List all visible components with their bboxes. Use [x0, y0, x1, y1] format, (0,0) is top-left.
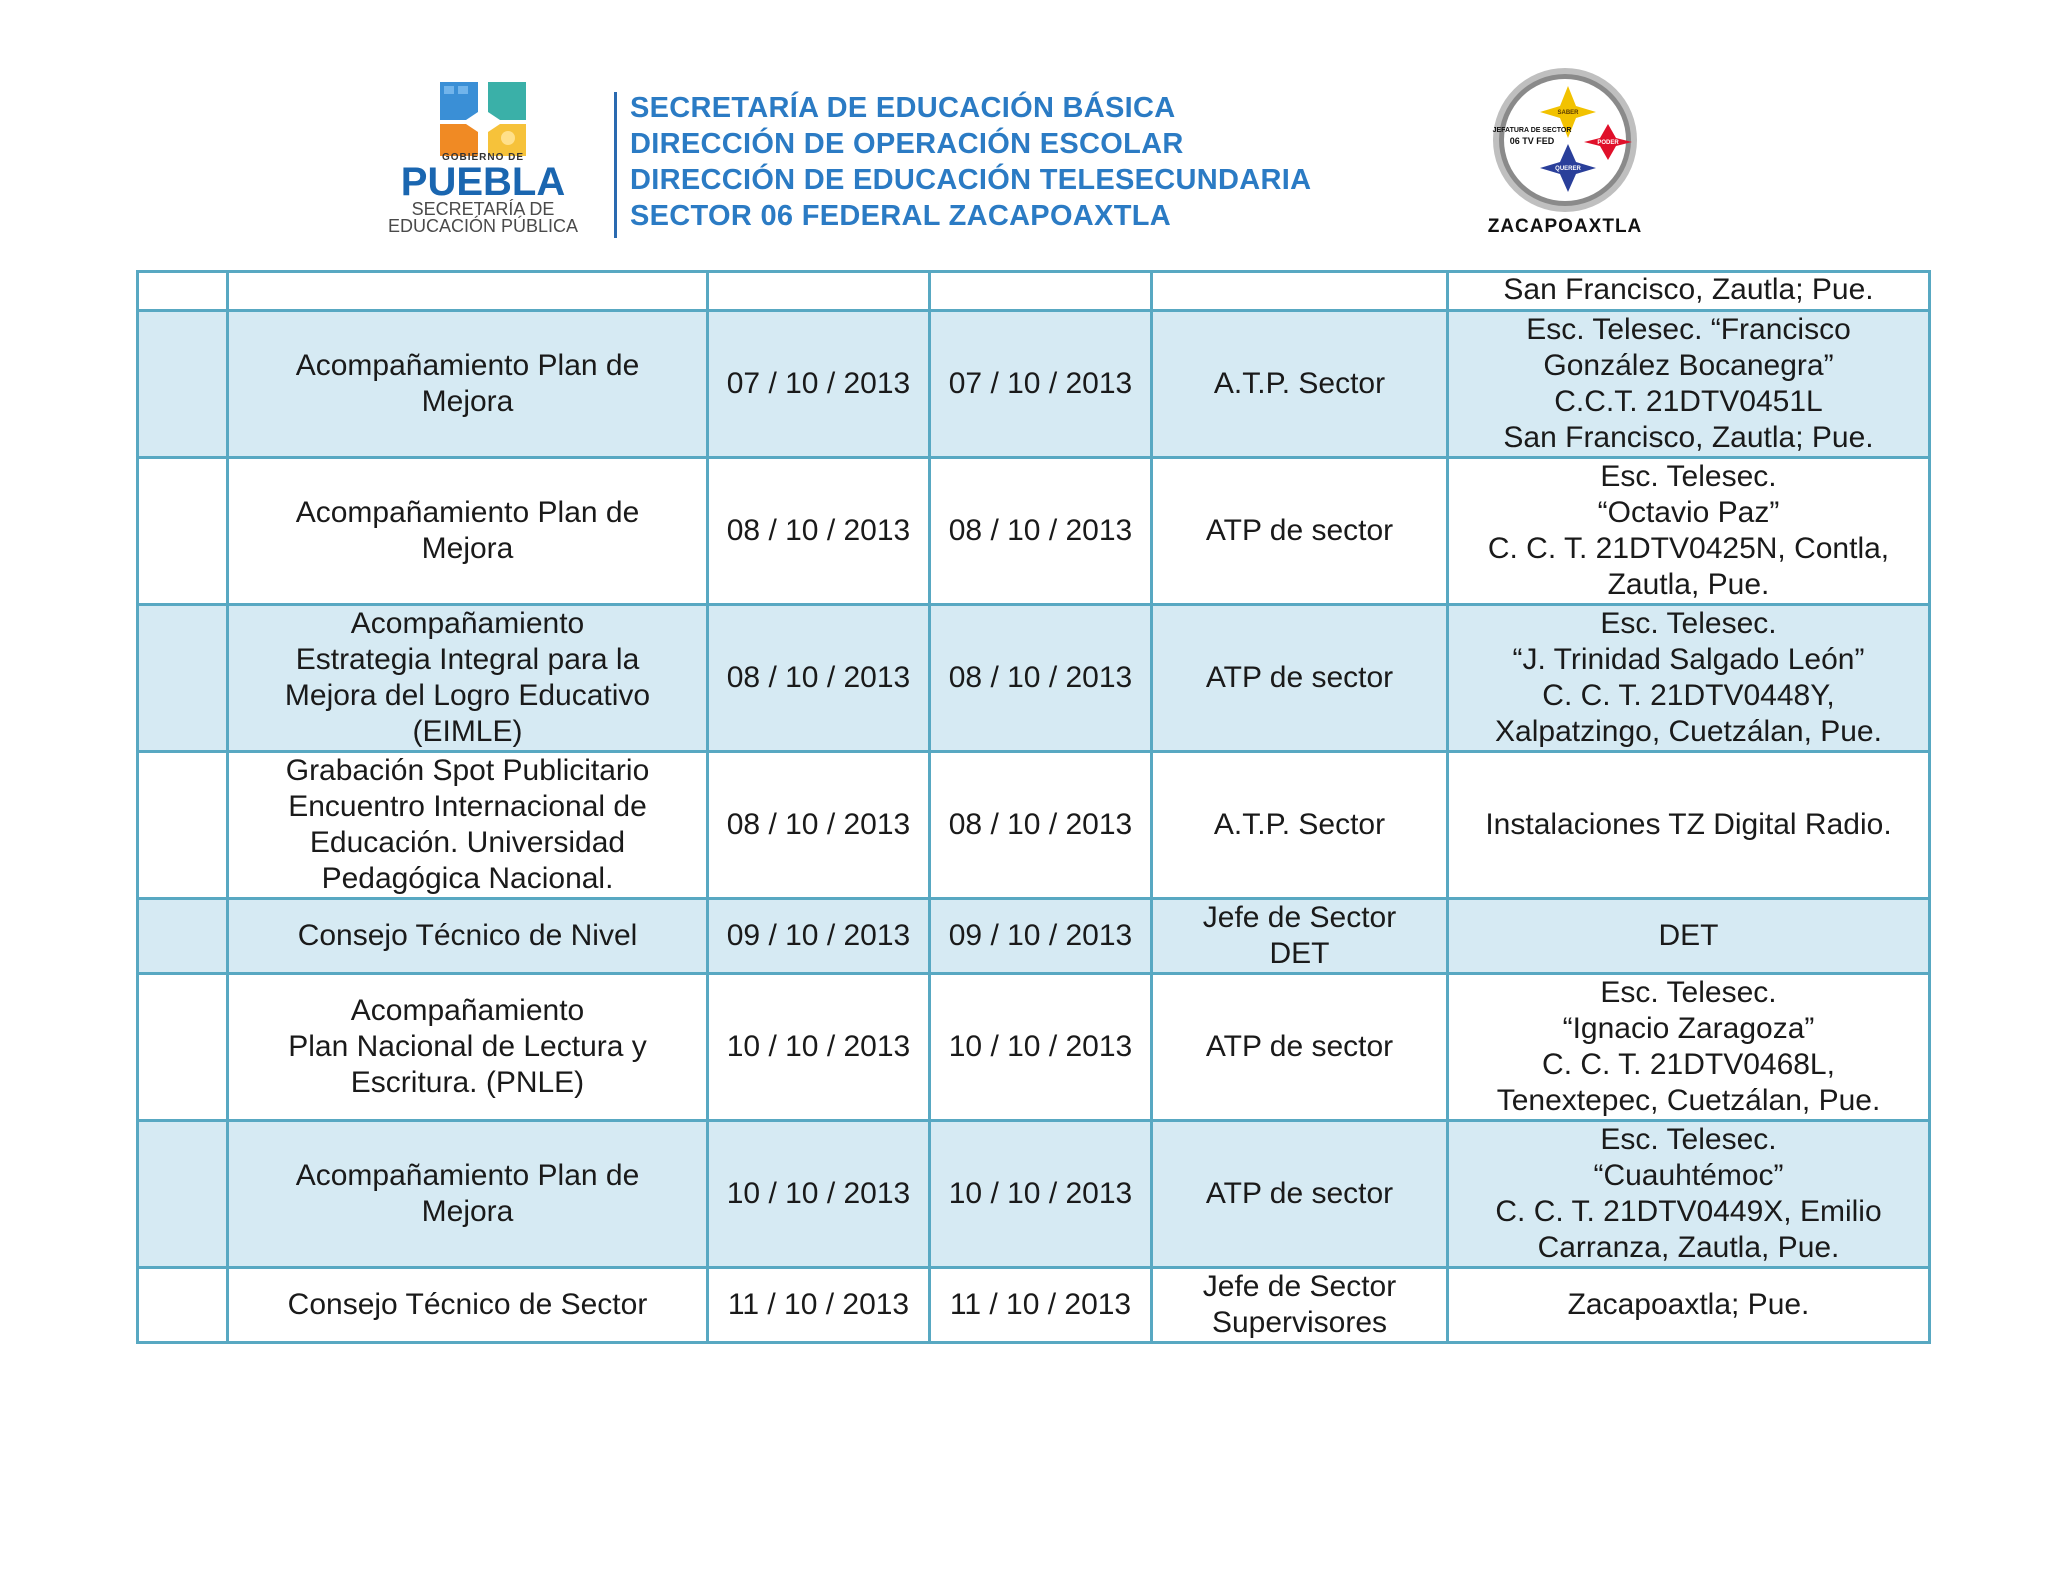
- cell-line: (EIMLE): [412, 715, 523, 748]
- place-cell: [1448, 1121, 1930, 1268]
- cell-line: Zautla, Pue.: [1607, 568, 1770, 601]
- end-date-cell: [930, 272, 1152, 311]
- sector-emblem-icon: [1470, 62, 1660, 212]
- cell-line: Pedagógica Nacional.: [321, 862, 614, 895]
- cell-line: “Ignacio Zaragoza”: [1562, 1012, 1815, 1045]
- cell-line: Zacapoaxtla; Pue.: [1567, 1288, 1810, 1321]
- emblem-text-line-1: JEFATURA DE SECTOR: [1492, 127, 1572, 134]
- cell-line: Acompañamiento Plan de: [295, 349, 640, 382]
- cell-line: C. C. T. 21DTV0449X, Emilio: [1495, 1195, 1882, 1228]
- responsible-cell: [1152, 1121, 1448, 1268]
- place-cell: [1448, 311, 1930, 458]
- cell-line: Educación. Universidad: [309, 826, 626, 859]
- start-date-cell: 08 / 10 / 2013: [708, 752, 930, 899]
- row-number-cell: [138, 458, 228, 605]
- place-cell: [1448, 272, 1930, 311]
- header-titles: [630, 90, 1390, 234]
- cell-line: “J. Trinidad Salgado León”: [1512, 643, 1865, 676]
- cell-line: Tenextepec, Cuetzálan, Pue.: [1496, 1084, 1881, 1117]
- end-date-cell: 08 / 10 / 2013: [930, 605, 1152, 752]
- row-number-cell: [138, 899, 228, 974]
- cell-line: Esc. Telesec.: [1600, 607, 1777, 640]
- cell-line: ATP de sector: [1205, 514, 1394, 547]
- cell-line: San Francisco, Zautla; Pue.: [1503, 273, 1874, 306]
- header-line-4: SECTOR 06 FEDERAL ZACAPOAXTLA: [630, 200, 1171, 232]
- cell-line: Mejora: [421, 385, 514, 418]
- cell-line: Mejora: [421, 532, 514, 565]
- cell-line: Xalpatzingo, Cuetzálan, Pue.: [1495, 715, 1882, 748]
- zacapoaxtla-label: ZACAPOAXTLA: [1487, 216, 1643, 237]
- table-row: [138, 272, 1930, 311]
- end-date-cell: 09 / 10 / 2013: [930, 899, 1152, 974]
- header-divider: [614, 92, 617, 238]
- table-row: [138, 752, 1930, 899]
- responsible-cell: [1152, 974, 1448, 1121]
- responsible-cell: [1152, 272, 1448, 311]
- cell-line: ATP de sector: [1205, 1030, 1394, 1063]
- start-date-cell: 08 / 10 / 2013: [708, 458, 930, 605]
- schedule-body: [138, 272, 1930, 1343]
- responsible-cell: [1152, 1268, 1448, 1343]
- puebla-logo-word: PUEBLA: [400, 160, 566, 204]
- start-date-cell: 10 / 10 / 2013: [708, 974, 930, 1121]
- cell-line: Acompañamiento Plan de: [295, 1159, 640, 1192]
- activity-cell: [228, 311, 708, 458]
- cell-line: DET: [1269, 937, 1330, 970]
- activity-cell: [228, 899, 708, 974]
- row-number-cell: [138, 1121, 228, 1268]
- place-cell: [1448, 752, 1930, 899]
- puebla-logo-top-text: GOBIERNO DE: [441, 152, 525, 163]
- place-cell: [1448, 1268, 1930, 1343]
- cell-line: Grabación Spot Publicitario: [285, 754, 650, 787]
- table-row: [138, 605, 1930, 752]
- cell-line: Carranza, Zautla, Pue.: [1537, 1231, 1840, 1264]
- cell-line: A.T.P. Sector: [1213, 367, 1386, 400]
- puebla-government-logo: [378, 78, 588, 238]
- end-date-cell: 08 / 10 / 2013: [930, 458, 1152, 605]
- cell-line: Esc. Telesec.: [1600, 976, 1777, 1009]
- start-date-cell: 08 / 10 / 2013: [708, 605, 930, 752]
- cell-line: DET: [1658, 919, 1719, 952]
- puebla-logo-icon: [378, 78, 588, 158]
- cell-line: C. C. T. 21DTV0468L,: [1542, 1048, 1835, 1081]
- responsible-cell: [1152, 311, 1448, 458]
- activity-schedule-table: [136, 270, 1931, 1344]
- cell-line: Instalaciones TZ Digital Radio.: [1485, 808, 1892, 841]
- cell-line: Mejora del Logro Educativo: [284, 679, 651, 712]
- responsible-cell: [1152, 899, 1448, 974]
- cell-line: A.T.P. Sector: [1213, 808, 1386, 841]
- activity-cell: [228, 458, 708, 605]
- cell-line: Escritura. (PNLE): [350, 1066, 585, 1099]
- start-date-cell: 10 / 10 / 2013: [708, 1121, 930, 1268]
- header-line-3: DIRECCIÓN DE EDUCACIÓN TELESECUNDARIA: [630, 164, 1312, 196]
- puebla-logo-subtitle-line-2: EDUCACIÓN PÚBLICA: [387, 216, 579, 236]
- start-date-cell: [708, 272, 930, 311]
- cell-line: Consejo Técnico de Nivel: [297, 919, 638, 952]
- place-cell: [1448, 458, 1930, 605]
- cell-line: Acompañamiento Plan de: [295, 496, 640, 529]
- cell-line: Esc. Telesec.: [1600, 460, 1777, 493]
- cell-line: “Octavio Paz”: [1597, 496, 1780, 529]
- emblem-star-right-label: PODER: [1597, 140, 1619, 146]
- activity-cell: [228, 1121, 708, 1268]
- place-cell: [1448, 899, 1930, 974]
- cell-line: Estrategia Integral para la: [295, 643, 640, 676]
- place-cell: [1448, 605, 1930, 752]
- responsible-cell: [1152, 605, 1448, 752]
- cell-line: Jefe de Sector: [1202, 901, 1397, 934]
- emblem-text-line-2: 06 TV FED: [1509, 136, 1555, 146]
- cell-line: San Francisco, Zautla; Pue.: [1503, 421, 1874, 454]
- row-number-cell: [138, 752, 228, 899]
- cell-line: “Cuauhtémoc”: [1593, 1159, 1784, 1192]
- emblem-star-top-label: SABER: [1557, 110, 1579, 116]
- cell-line: C. C. T. 21DTV0448Y,: [1542, 679, 1835, 712]
- table-row: [138, 974, 1930, 1121]
- cell-line: Acompañamiento: [350, 994, 585, 1027]
- cell-line: Plan Nacional de Lectura y: [288, 1030, 647, 1063]
- place-cell: [1448, 974, 1930, 1121]
- document-header: [0, 0, 2048, 250]
- responsible-cell: [1152, 458, 1448, 605]
- start-date-cell: 09 / 10 / 2013: [708, 899, 930, 974]
- cell-line: Jefe de Sector: [1202, 1270, 1397, 1303]
- emblem-star-bottom-label: QUERER: [1555, 166, 1581, 172]
- row-number-cell: [138, 974, 228, 1121]
- puebla-logo-subtitle-line-1: SECRETARÍA DE: [411, 199, 555, 219]
- activity-cell: [228, 1268, 708, 1343]
- activity-cell: [228, 974, 708, 1121]
- zacapoaxtla-sector-logo: [1470, 62, 1660, 242]
- cell-line: C. C. T. 21DTV0425N, Contla,: [1487, 532, 1890, 565]
- table-row: [138, 458, 1930, 605]
- end-date-cell: 10 / 10 / 2013: [930, 1121, 1152, 1268]
- cell-line: Esc. Telesec. “Francisco: [1526, 313, 1851, 346]
- cell-line: Mejora: [421, 1195, 514, 1228]
- cell-line: Consejo Técnico de Sector: [287, 1288, 648, 1321]
- row-number-cell: [138, 1268, 228, 1343]
- activity-cell: [228, 272, 708, 311]
- cell-line: Supervisores: [1211, 1306, 1388, 1339]
- cell-line: Encuentro Internacional de: [288, 790, 647, 823]
- row-number-cell: [138, 605, 228, 752]
- table-row: [138, 1268, 1930, 1343]
- cell-line: ATP de sector: [1205, 1177, 1394, 1210]
- table-row: [138, 311, 1930, 458]
- responsible-cell: [1152, 752, 1448, 899]
- start-date-cell: 11 / 10 / 2013: [708, 1268, 930, 1343]
- end-date-cell: 11 / 10 / 2013: [930, 1268, 1152, 1343]
- cell-line: González Bocanegra”: [1543, 349, 1834, 382]
- cell-line: Esc. Telesec.: [1600, 1123, 1777, 1156]
- activity-cell: [228, 752, 708, 899]
- table-row: [138, 1121, 1930, 1268]
- table-row: [138, 899, 1930, 974]
- cell-line: C.C.T. 21DTV0451L: [1554, 385, 1823, 418]
- end-date-cell: 07 / 10 / 2013: [930, 311, 1152, 458]
- header-line-1: SECRETARÍA DE EDUCACIÓN BÁSICA: [630, 92, 1176, 124]
- row-number-cell: [138, 272, 228, 311]
- header-line-2: DIRECCIÓN DE OPERACIÓN ESCOLAR: [630, 128, 1184, 160]
- start-date-cell: 07 / 10 / 2013: [708, 311, 930, 458]
- cell-line: Acompañamiento: [350, 607, 585, 640]
- end-date-cell: 08 / 10 / 2013: [930, 752, 1152, 899]
- cell-line: ATP de sector: [1205, 661, 1394, 694]
- row-number-cell: [138, 311, 228, 458]
- end-date-cell: 10 / 10 / 2013: [930, 974, 1152, 1121]
- activity-cell: [228, 605, 708, 752]
- puebla-logo-subtitle: [378, 201, 588, 235]
